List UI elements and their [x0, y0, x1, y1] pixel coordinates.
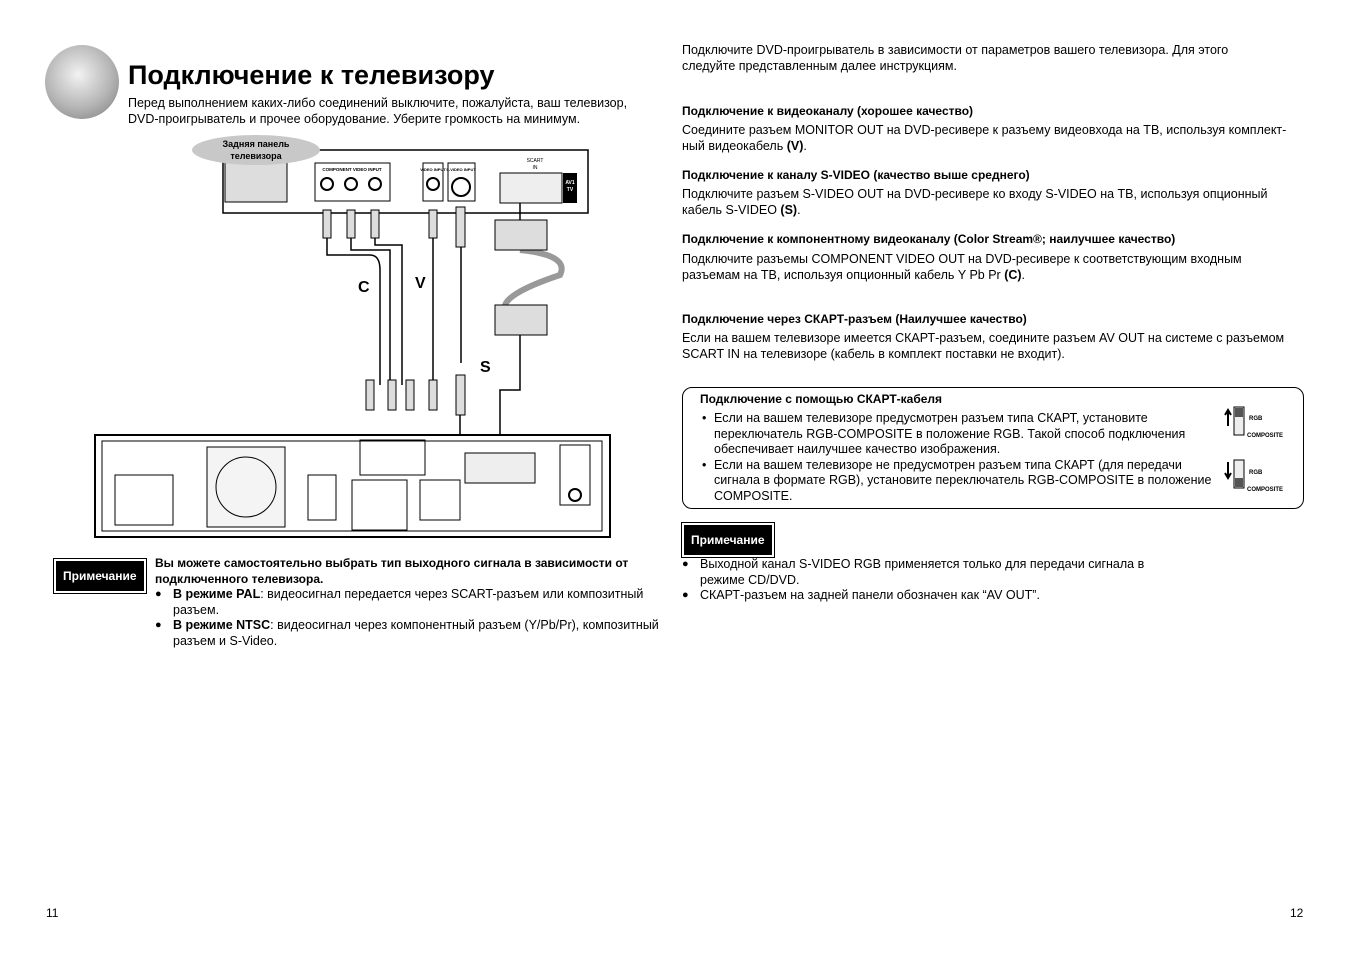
scart-info-box	[682, 387, 1304, 509]
left-note	[155, 556, 665, 649]
switch-rgb-label: RGB	[1249, 416, 1263, 422]
note-item: ● Выходной канал S-VIDEO RGB применяется только для передачи сигнала в режиме CD/DVD.	[682, 557, 1172, 588]
cable-s-label: S	[480, 359, 491, 376]
section-heading-svideo: Подключение к каналу S-VIDEO (качество выше среднего)	[682, 168, 1030, 182]
note-item-text: : видеосигнал через компонентный разъем (Y/Pb/Pr), композитный разъем и S-Video.	[173, 618, 659, 648]
section-heading-scart: Подключение через СКАРТ-разъем (Наилучшее качество)	[682, 312, 1027, 326]
text-tail: .	[803, 138, 807, 153]
tv-label-2: телевизора	[230, 151, 282, 161]
cable-v-label: V	[415, 275, 426, 292]
section-heading-video: Подключение к видеоканалу (хорошее качество)	[682, 104, 974, 118]
note-item-ntsc	[155, 618, 665, 649]
scart-plug-top	[495, 220, 547, 250]
switch-composite-label: COMPOSITE	[1247, 487, 1284, 493]
svideo-input-label: S-VIDEO INPUT	[446, 167, 476, 172]
text-tail: .	[797, 202, 801, 217]
section-text-video	[682, 123, 1307, 154]
right-note-list	[682, 557, 1172, 604]
connection-diagram	[90, 135, 615, 550]
section-text-scart: Если на вашем телевизоре имеется СКАРТ-разъем, соедините разъем AV OUT на системе с разъемом SCART IN на телевизоре (кабель в комплект поставки не входит).	[682, 331, 1285, 361]
note-lead: Вы можете самостоятельно выбрать тип выходного сигнала в зависимости от подключенного телевизора.	[155, 556, 629, 586]
scart-plug-bottom	[495, 305, 547, 335]
text: Соедините разъем MONITOR OUT на DVD-ресивере к разъему видеовхода на ТВ, используя комплект-ный видеокабель	[682, 123, 1287, 153]
section-globe-icon	[45, 45, 119, 119]
note-item-pal	[155, 587, 665, 618]
tv-mark-label: TV	[566, 187, 574, 193]
text: Подключите разъем S-VIDEO OUT на DVD-ресивере ко входу S-VIDEO на ТВ, используя опционный кабель S-VIDEO	[682, 187, 1268, 217]
note-badge-left: Примечание	[56, 561, 144, 591]
section-text-svideo	[682, 187, 1307, 218]
component-input-label: COMPONENT VIDEO INPUT	[322, 167, 382, 172]
section-text-component	[682, 252, 1282, 283]
cable-code: (C)	[1004, 267, 1022, 282]
page-title: Подключение к телевизору	[128, 60, 495, 90]
note-item-bold: В режиме NTSC	[173, 618, 271, 632]
right-intro: Подключите DVD-проигрыватель в зависимости от параметров вашего телевизора. Для этого следуйте представленным далее инструкциям.	[682, 43, 1229, 73]
video-input-label: VIDEO INPUT	[420, 167, 446, 172]
note-item-text: : видеосигнал передается через SCART-разъем или композитный разъем.	[173, 587, 644, 617]
av1-label: AV1	[565, 180, 575, 186]
note-item: ● СКАРТ-разъем на задней панели обозначен как “AV OUT”.	[682, 588, 1172, 604]
cable-code: (S)	[780, 202, 798, 217]
tv-label: Задняя панель	[222, 139, 290, 149]
section-heading-component: Подключение к компонентному видеоканалу (Color Stream®; наилучшее качество)	[682, 232, 1176, 246]
scart-in-label-2: IN	[532, 165, 538, 171]
cable-c-label: C	[358, 279, 370, 296]
text-tail: .	[1021, 267, 1026, 282]
note-item-bold: В режиме PAL	[173, 587, 261, 601]
rgb-composite-switch-icons	[1223, 404, 1293, 499]
note-badge-right: Примечание	[684, 525, 772, 555]
switch-composite-label: COMPOSITE	[1247, 433, 1284, 439]
cable-code: (V)	[786, 138, 804, 153]
scart-box-item: • Если на вашем телевизоре предусмотрен разъем типа СКАРТ, установите переключатель RGB-COMPOSITE в положение RGB. Такой способ подключения обеспечивает наилучшее качество изображения.	[700, 411, 1215, 458]
intro-text: Перед выполнением каких-либо соединений выключите, пожалуйста, ваш телевизор, DVD-проигрыватель и прочее оборудование. Уберите громкость на минимум.	[128, 96, 628, 126]
fan-grille	[207, 447, 285, 527]
page-number-right: 12	[1290, 906, 1304, 920]
scart-in-label: SCART	[526, 158, 544, 164]
page-number-left: 11	[46, 906, 59, 920]
scart-box-heading: Подключение с помощью СКАРТ-кабеля	[700, 392, 943, 406]
text: Подключите разъемы COMPONENT VIDEO OUT на DVD-ресивере к соответствующим входным разъемам на ТВ, используя опционный кабель Y Pb Pr	[682, 252, 1242, 282]
switch-rgb-label: RGB	[1249, 470, 1263, 476]
scart-box-item: • Если на вашем телевизоре не предусмотрен разъем типа СКАРТ (для передачи сигнала в формате RGB), установите переключатель RGB-COMPOSITE в положение COMPOSITE.	[700, 458, 1215, 505]
